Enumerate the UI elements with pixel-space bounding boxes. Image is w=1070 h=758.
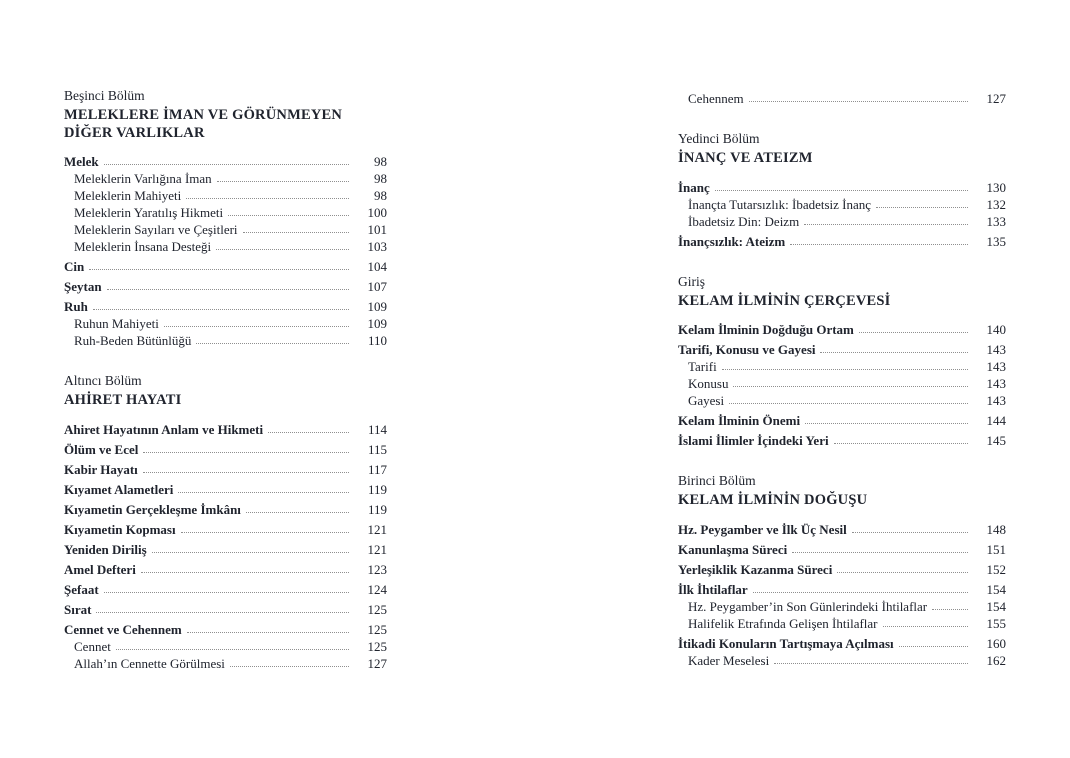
entry-title: Kader Meselesi <box>688 652 770 668</box>
dot-leader <box>883 617 968 627</box>
toc-entry <box>64 280 387 293</box>
toc-entry <box>64 443 387 456</box>
entry-page-number: 143 <box>986 359 1006 374</box>
entry-title: Ahiret Hayatının Anlam ve Hikmeti <box>64 421 264 437</box>
entry-page-number: 119 <box>367 501 387 517</box>
toc-entry <box>64 206 387 219</box>
entry-page-number: 143 <box>986 393 1006 408</box>
entry-title: Meleklerin Varlığına İman <box>74 171 212 186</box>
dot-leader <box>729 394 968 404</box>
toc-entry <box>64 583 387 596</box>
entry-title: Halifelik Etrafında Gelişen İhtilaflar <box>688 615 878 631</box>
dot-leader <box>243 223 349 233</box>
dot-leader <box>164 317 349 327</box>
dot-leader <box>268 423 349 433</box>
entry-page-number: 98 <box>374 171 387 186</box>
dot-leader <box>805 414 968 424</box>
entry-page-number: 98 <box>374 188 387 203</box>
entry-title: İlk İhtilaflar <box>678 581 748 597</box>
chapter-heading <box>678 473 1006 510</box>
toc-entry <box>64 623 387 636</box>
toc-entry <box>678 617 1006 630</box>
chapter-label: Altıncı Bölüm <box>64 373 142 388</box>
chapter-title: KELAM İLMİNİN ÇERÇEVESİ <box>678 292 891 309</box>
toc-entry <box>678 654 1006 667</box>
toc-entry <box>678 235 1006 248</box>
dot-leader <box>733 377 968 387</box>
dot-leader <box>774 654 968 664</box>
dot-leader <box>820 343 968 353</box>
toc-entry <box>678 323 1006 336</box>
chapter-heading <box>64 88 387 142</box>
entry-title: Kıyamet Alametleri <box>64 481 174 497</box>
entry-page-number: 155 <box>986 615 1006 631</box>
dot-leader <box>753 583 968 593</box>
toc-entry <box>64 240 387 253</box>
toc-entry <box>678 434 1006 447</box>
entry-list <box>678 181 1006 248</box>
entry-title: Ruhun Mahiyeti <box>74 316 159 331</box>
entry-title: İnançta Tutarsızlık: İbadetsiz İnanç <box>688 196 872 212</box>
entry-title: Cennet <box>74 638 111 654</box>
entry-title: Kelam İlminin Önemi <box>678 413 801 428</box>
entry-page-number: 104 <box>367 259 387 274</box>
entry-title: Meleklerin İnsana Desteği <box>74 239 212 254</box>
toc-entry <box>678 215 1006 228</box>
toc-entry <box>678 637 1006 650</box>
entry-page-number: 162 <box>986 652 1006 668</box>
entry-title: Yerleşiklik Kazanma Süreci <box>678 561 833 577</box>
dot-leader <box>837 563 968 573</box>
chapter-heading <box>64 373 387 410</box>
entry-page-number: 125 <box>367 638 387 654</box>
entry-title: Ruh <box>64 299 88 314</box>
entry-title: Cin <box>64 259 85 274</box>
entry-title: Hz. Peygamber ve İlk Üç Nesil <box>678 521 847 537</box>
dot-leader <box>230 657 349 667</box>
entry-title: İnanç <box>678 179 710 195</box>
toc-entry <box>678 343 1006 356</box>
entry-title: Amel Defteri <box>64 561 136 577</box>
entry-page-number: 140 <box>986 322 1006 337</box>
chapter-label: Giriş <box>678 273 705 289</box>
entry-page-number: 144 <box>986 413 1006 428</box>
entry-page-number: 100 <box>367 205 387 220</box>
toc-entry <box>64 172 387 185</box>
dot-leader <box>722 360 968 370</box>
toc-entry <box>678 92 1006 105</box>
entry-title: Tarifi <box>688 359 717 374</box>
entry-title: Şeytan <box>64 279 102 294</box>
toc-entry <box>64 657 387 670</box>
toc-entry <box>678 377 1006 390</box>
toc-entry <box>64 543 387 556</box>
dot-leader <box>217 172 349 182</box>
entry-page-number: 121 <box>367 541 387 557</box>
entry-page-number: 125 <box>367 621 387 637</box>
entry-page-number: 151 <box>986 541 1006 557</box>
toc-entry <box>64 563 387 576</box>
dot-leader <box>749 92 968 102</box>
entry-page-number: 98 <box>374 154 387 169</box>
entry-title: Ölüm ve Ecel <box>64 441 139 457</box>
entry-list <box>678 92 1006 105</box>
dot-leader <box>104 155 349 165</box>
toc-entry <box>64 603 387 616</box>
entry-title: Cehennem <box>688 91 744 106</box>
toc-entry <box>64 223 387 236</box>
entry-title: Allah’ın Cennette Görülmesi <box>74 655 225 671</box>
dot-leader <box>246 503 349 513</box>
entry-page-number: 135 <box>986 233 1006 249</box>
toc-entry <box>64 523 387 536</box>
entry-page-number: 123 <box>367 561 387 577</box>
toc-entry <box>678 198 1006 211</box>
toc-entry <box>678 563 1006 576</box>
entry-page-number: 143 <box>986 342 1006 357</box>
toc-entry <box>678 583 1006 596</box>
entry-title: Ruh-Beden Bütünlüğü <box>74 333 192 348</box>
entry-list <box>678 523 1006 667</box>
toc-entry <box>64 483 387 496</box>
dot-leader <box>187 623 349 633</box>
dot-leader <box>715 181 968 191</box>
entry-page-number: 160 <box>986 635 1006 651</box>
entry-list <box>64 423 387 670</box>
entry-page-number: 154 <box>986 598 1006 614</box>
entry-page-number: 152 <box>986 561 1006 577</box>
entry-page-number: 110 <box>367 333 387 348</box>
entry-title: Cennet ve Cehennem <box>64 621 182 637</box>
dot-leader <box>196 334 349 344</box>
dot-leader <box>181 523 349 533</box>
entry-page-number: 114 <box>367 421 387 437</box>
entry-title: İbadetsiz Din: Deizm <box>688 213 800 229</box>
toc-entry <box>64 423 387 436</box>
entry-title: Kanunlaşma Süreci <box>678 541 788 557</box>
dot-leader <box>143 443 349 453</box>
dot-leader <box>859 323 968 333</box>
toc-entry <box>678 543 1006 556</box>
toc-entry <box>64 300 387 313</box>
toc-column <box>64 88 387 670</box>
chapter-heading <box>678 274 1006 311</box>
entry-page-number: 132 <box>986 196 1006 212</box>
dot-leader <box>790 235 968 245</box>
dot-leader <box>141 563 349 573</box>
chapter-label: Beşinci Bölüm <box>64 88 145 103</box>
entry-page-number: 124 <box>367 581 387 597</box>
dot-leader <box>852 523 968 533</box>
entry-title: Konusu <box>688 376 729 391</box>
toc-entry <box>64 189 387 202</box>
toc-entry <box>678 394 1006 407</box>
dot-leader <box>792 543 968 553</box>
entry-page-number: 109 <box>367 316 387 331</box>
entry-list <box>678 323 1006 447</box>
toc-entry <box>64 334 387 347</box>
entry-title: Kıyametin Gerçekleşme İmkânı <box>64 501 241 517</box>
entry-page-number: 125 <box>367 601 387 617</box>
entry-page-number: 119 <box>367 481 387 497</box>
dot-leader <box>116 640 349 650</box>
entry-title: İtikadi Konuların Tartışmaya Açılması <box>678 635 894 651</box>
dot-leader <box>228 206 349 216</box>
entry-page-number: 115 <box>367 441 387 457</box>
entry-page-number: 145 <box>986 433 1006 448</box>
dot-leader <box>143 463 349 473</box>
entry-page-number: 103 <box>367 239 387 254</box>
toc-entry <box>678 414 1006 427</box>
entry-page-number: 117 <box>367 461 387 477</box>
entry-title: Meleklerin Mahiyeti <box>74 188 182 203</box>
entry-title: Şefaat <box>64 581 99 597</box>
entry-page-number: 148 <box>986 521 1006 537</box>
toc-entry <box>64 463 387 476</box>
entry-title: Tarifi, Konusu ve Gayesi <box>678 342 816 357</box>
entry-page-number: 121 <box>367 521 387 537</box>
toc-entry <box>64 640 387 653</box>
toc-column <box>678 88 1006 667</box>
toc-entry <box>678 360 1006 373</box>
entry-page-number: 133 <box>986 213 1006 229</box>
entry-page-number: 101 <box>367 222 387 237</box>
dot-leader <box>216 240 349 250</box>
entry-list <box>64 155 387 347</box>
chapter-label: Yedinci Bölüm <box>678 131 760 146</box>
chapter-title: AHİRET HAYATI <box>64 392 182 408</box>
chapter-heading <box>678 131 1006 168</box>
dot-leader <box>89 260 349 270</box>
dot-leader <box>186 189 349 199</box>
chapter-label: Birinci Bölüm <box>678 473 756 488</box>
entry-title: Meleklerin Sayıları ve Çeşitleri <box>74 222 238 237</box>
entry-title: Gayesi <box>688 393 725 408</box>
dot-leader <box>932 600 968 610</box>
entry-page-number: 143 <box>986 376 1006 391</box>
dot-leader <box>899 637 968 647</box>
entry-page-number: 154 <box>986 581 1006 597</box>
toc-entry <box>678 181 1006 194</box>
entry-page-number: 107 <box>367 279 387 294</box>
entry-page-number: 127 <box>367 655 387 671</box>
entry-page-number: 130 <box>986 179 1006 195</box>
toc-entry <box>678 600 1006 613</box>
dot-leader <box>876 198 968 208</box>
entry-title: Kabir Hayatı <box>64 461 138 477</box>
dot-leader <box>107 280 349 290</box>
dot-leader <box>834 434 968 444</box>
dot-leader <box>93 300 349 310</box>
entry-title: Kelam İlminin Doğduğu Ortam <box>678 322 854 337</box>
toc-entry <box>678 523 1006 536</box>
dot-leader <box>104 583 349 593</box>
entry-title: Hz. Peygamber’in Son Günlerindeki İhtilaflar <box>688 598 928 614</box>
entry-title: Melek <box>64 154 99 169</box>
entry-title: Meleklerin Yaratılış Hikmeti <box>74 205 224 220</box>
toc-entry <box>64 260 387 273</box>
entry-title: İnançsızlık: Ateizm <box>678 233 786 249</box>
toc-entry <box>64 317 387 330</box>
entry-title: İslami İlimler İçindeki Yeri <box>678 433 829 448</box>
entry-title: Kıyametin Kopması <box>64 521 176 537</box>
chapter-title: İNANÇ VE ATEIZM <box>678 150 813 166</box>
dot-leader <box>804 215 968 225</box>
entry-title: Yeniden Diriliş <box>64 541 147 557</box>
entry-title: Sırat <box>64 601 92 617</box>
toc-entry <box>64 503 387 516</box>
entry-page-number: 127 <box>986 91 1006 106</box>
dot-leader <box>96 603 349 613</box>
dot-leader <box>178 483 349 493</box>
chapter-title: KELAM İLMİNİN DOĞUŞU <box>678 492 868 508</box>
entry-page-number: 109 <box>367 299 387 314</box>
toc-entry <box>64 155 387 168</box>
chapter-title: MELEKLERE İMAN VE GÖRÜNMEYEN DİĞER VARLIKLAR <box>64 107 343 141</box>
dot-leader <box>152 543 349 553</box>
